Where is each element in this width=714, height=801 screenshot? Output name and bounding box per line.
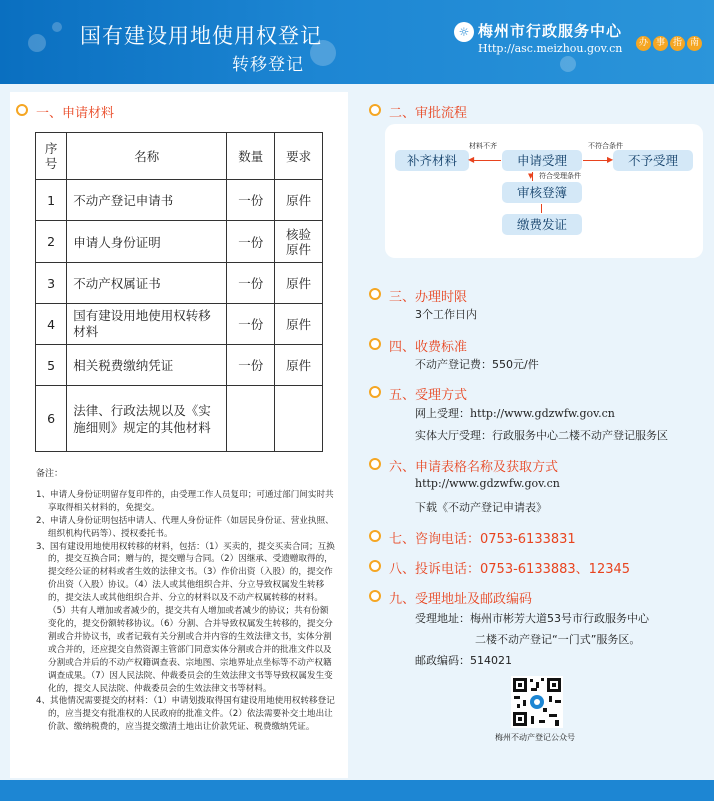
row-no: 5 (36, 345, 67, 386)
bullet-icon (369, 386, 381, 398)
flow-label-not-meet: 不符合条件 (588, 142, 623, 150)
guide-char: 南 (687, 36, 702, 51)
table-row (36, 386, 323, 452)
section-materials-title: 一、申请材料 (16, 102, 114, 121)
materials-panel (10, 92, 348, 778)
row-qty: 一份 (227, 304, 275, 345)
approval-flowchart (385, 124, 703, 258)
address-line1: 受理地址：梅州市彬芳大道53号市行政服务中心 (415, 612, 649, 625)
info-panel (357, 92, 705, 778)
flow-reject: 不予受理 (613, 150, 693, 171)
note-item: 4、其他情况需要提交的材料：（1）申请划拨取得国有建设用地使用权转移登记的，应当提交有批准权的人民政府的批准文件。（2）依法需要补交土地出让价款、缴纳税费的，应当提交缴清土地出让价款凭证、税费缴纳凭证。 (36, 696, 335, 733)
bullet-icon (369, 288, 381, 300)
government-logo-icon: ☼ (454, 22, 474, 42)
row-name: 法律、行政法规以及《实施细则》规定的其他材料 (67, 386, 227, 452)
form-url-link[interactable]: http://www.gdzwfw.gov.cn (415, 477, 560, 490)
timelimit-text: 3个工作日内 (415, 308, 477, 321)
row-no: 2 (36, 221, 67, 263)
section-address-title: 九、受理地址及邮政编码 (369, 588, 532, 607)
hall-accept-text: 实体大厅受理：行政服务中心二楼不动产登记服务区 (415, 429, 668, 442)
section-process-title: 二、审批流程 (369, 102, 467, 121)
notes-block (36, 468, 336, 734)
section-timelimit-title: 三、办理时限 (369, 286, 467, 305)
row-name: 申请人身份证明 (67, 221, 227, 263)
decor-bubble (560, 56, 576, 72)
row-name: 相关税费缴纳凭证 (67, 345, 227, 386)
flow-supplement: 补齐材料 (395, 150, 469, 171)
page-title: 国有建设用地使用权登记 (80, 24, 322, 48)
row-no: 3 (36, 263, 67, 304)
section-complaint-phone: 八、投诉电话：0753-6133883、12345 (369, 558, 630, 577)
flow-review: 审核登簿 (502, 182, 582, 203)
bullet-icon (369, 560, 381, 572)
qr-code-icon[interactable] (511, 676, 563, 728)
zip-code: 邮政编码：514021 (415, 654, 512, 667)
row-req (275, 386, 323, 452)
table-header-row (36, 133, 323, 180)
bullet-icon (369, 458, 381, 470)
row-name: 不动产登记申请书 (67, 180, 227, 221)
row-qty: 一份 (227, 180, 275, 221)
row-qty (227, 386, 275, 452)
qr-caption: 梅州不动产登记公众号 (495, 733, 575, 742)
guide-char: 办 (636, 36, 651, 51)
flow-label-incomplete: 材料不齐 (469, 142, 497, 150)
row-qty: 一份 (227, 263, 275, 304)
notes-title: 备注： (36, 469, 64, 479)
row-no: 1 (36, 180, 67, 221)
bullet-icon (16, 104, 28, 116)
flow-accept: 申请受理 (502, 150, 582, 171)
row-req: 原件 (275, 345, 323, 386)
col-header-name: 名称 (67, 133, 227, 180)
decor-bubble (52, 22, 62, 32)
flow-label-meet: 符合受理条件 (539, 172, 581, 180)
footer-bar (0, 780, 714, 801)
arrow-down-icon: ▼ (528, 172, 534, 180)
table-row (36, 345, 323, 386)
row-name: 不动产权属证书 (67, 263, 227, 304)
table-row (36, 304, 323, 345)
org-url[interactable]: Http://asc.meizhou.gov.cn (478, 42, 623, 55)
row-req: 原件 (275, 304, 323, 345)
guide-char: 事 (653, 36, 668, 51)
form-download-link[interactable]: 下载《不动产登记申请表》 (415, 501, 547, 514)
row-name: 国有建设用地使用权转移材料 (67, 304, 227, 345)
address-line2: 二楼不动产登记“一门式”服务区。 (475, 633, 641, 646)
flow-pay: 缴费发证 (502, 214, 582, 235)
online-accept-link[interactable]: 网上受理：http://www.gdzwfw.gov.cn (415, 407, 615, 420)
org-name: 梅州市行政服务中心 (478, 22, 623, 40)
row-req: 核验原件 (275, 221, 323, 263)
bullet-icon (369, 104, 381, 116)
page-subtitle: 转移登记 (232, 55, 304, 75)
col-header-no: 序号 (36, 133, 67, 180)
table-row (36, 180, 323, 221)
col-header-req: 要求 (275, 133, 323, 180)
row-req: 原件 (275, 263, 323, 304)
section-consult-phone: 七、咨询电话：0753-6133831 (369, 528, 576, 547)
header-banner (0, 0, 714, 84)
arrow-left-icon: ◀ (468, 155, 475, 164)
section-form-title: 六、申请表格名称及获取方式 (369, 456, 558, 475)
arrow-right-icon: ▶ (607, 155, 614, 164)
row-req: 原件 (275, 180, 323, 221)
section-fee-title: 四、收费标准 (369, 336, 467, 355)
row-qty: 一份 (227, 345, 275, 386)
col-header-qty: 数量 (227, 133, 275, 180)
section-accept-title: 五、受理方式 (369, 384, 467, 403)
row-qty: 一份 (227, 221, 275, 263)
bullet-icon (369, 530, 381, 542)
row-no: 6 (36, 386, 67, 452)
bullet-icon (369, 590, 381, 602)
table-row (36, 263, 323, 304)
flow-arrow (471, 160, 501, 161)
bullet-icon (369, 338, 381, 350)
guide-char: 指 (670, 36, 685, 51)
table-row (36, 221, 323, 263)
flow-arrow (541, 204, 542, 213)
row-no: 4 (36, 304, 67, 345)
decor-bubble (28, 34, 46, 52)
note-item: 3、国有建设用地使用权转移的材料，包括：（1）买卖的，提交买卖合同；互换的，提交互换合同；赠与的，提交赠与合同。（2）因继承、受遗赠取得的，提交经公证的材料或者生效的法律文书。（3）作价出资（入股）的，提交作价出资（入股）协议。（4）法人或其他组织合并、分立导致权属发生转移的，提交法人或其他组织合并、分立的材料以及不动产权属转移的材料。（5）共有人增加或者减少的，提交共有人增加或者减少的协议；共有份额变化的，提交份额转移协议。（6）分割、合并导致权属发生转移的，提交分割或合并协议书，或者记载有关分割或合并内容的生效法律文书，实体分割或合并的，还应提交自然资源主管部门同意实体分割或合并的批准文件以及分割或合并后的不动产权籍调查表、宗地图、宗地界址点坐标等不动产权籍调查成果。（7）因人民法院、仲裁委员会的生效法律文书等导致权属发生变化的，提交人民法院、仲裁委员会的生效法律文书等材料。 (36, 541, 335, 694)
materials-table (35, 132, 323, 452)
fee-text: 不动产登记费：550元/件 (415, 358, 539, 371)
note-item: 2、申请人身份证明包括申请人、代理人身份证件（如居民身份证、营业执照、组织机构代码等）、授权委托书。 (36, 515, 334, 539)
note-item: 1、申请人身份证明留存复印件的，由受理工作人员复印；可通过部门间实时共享取得相关材料的，免提交。 (36, 489, 334, 513)
